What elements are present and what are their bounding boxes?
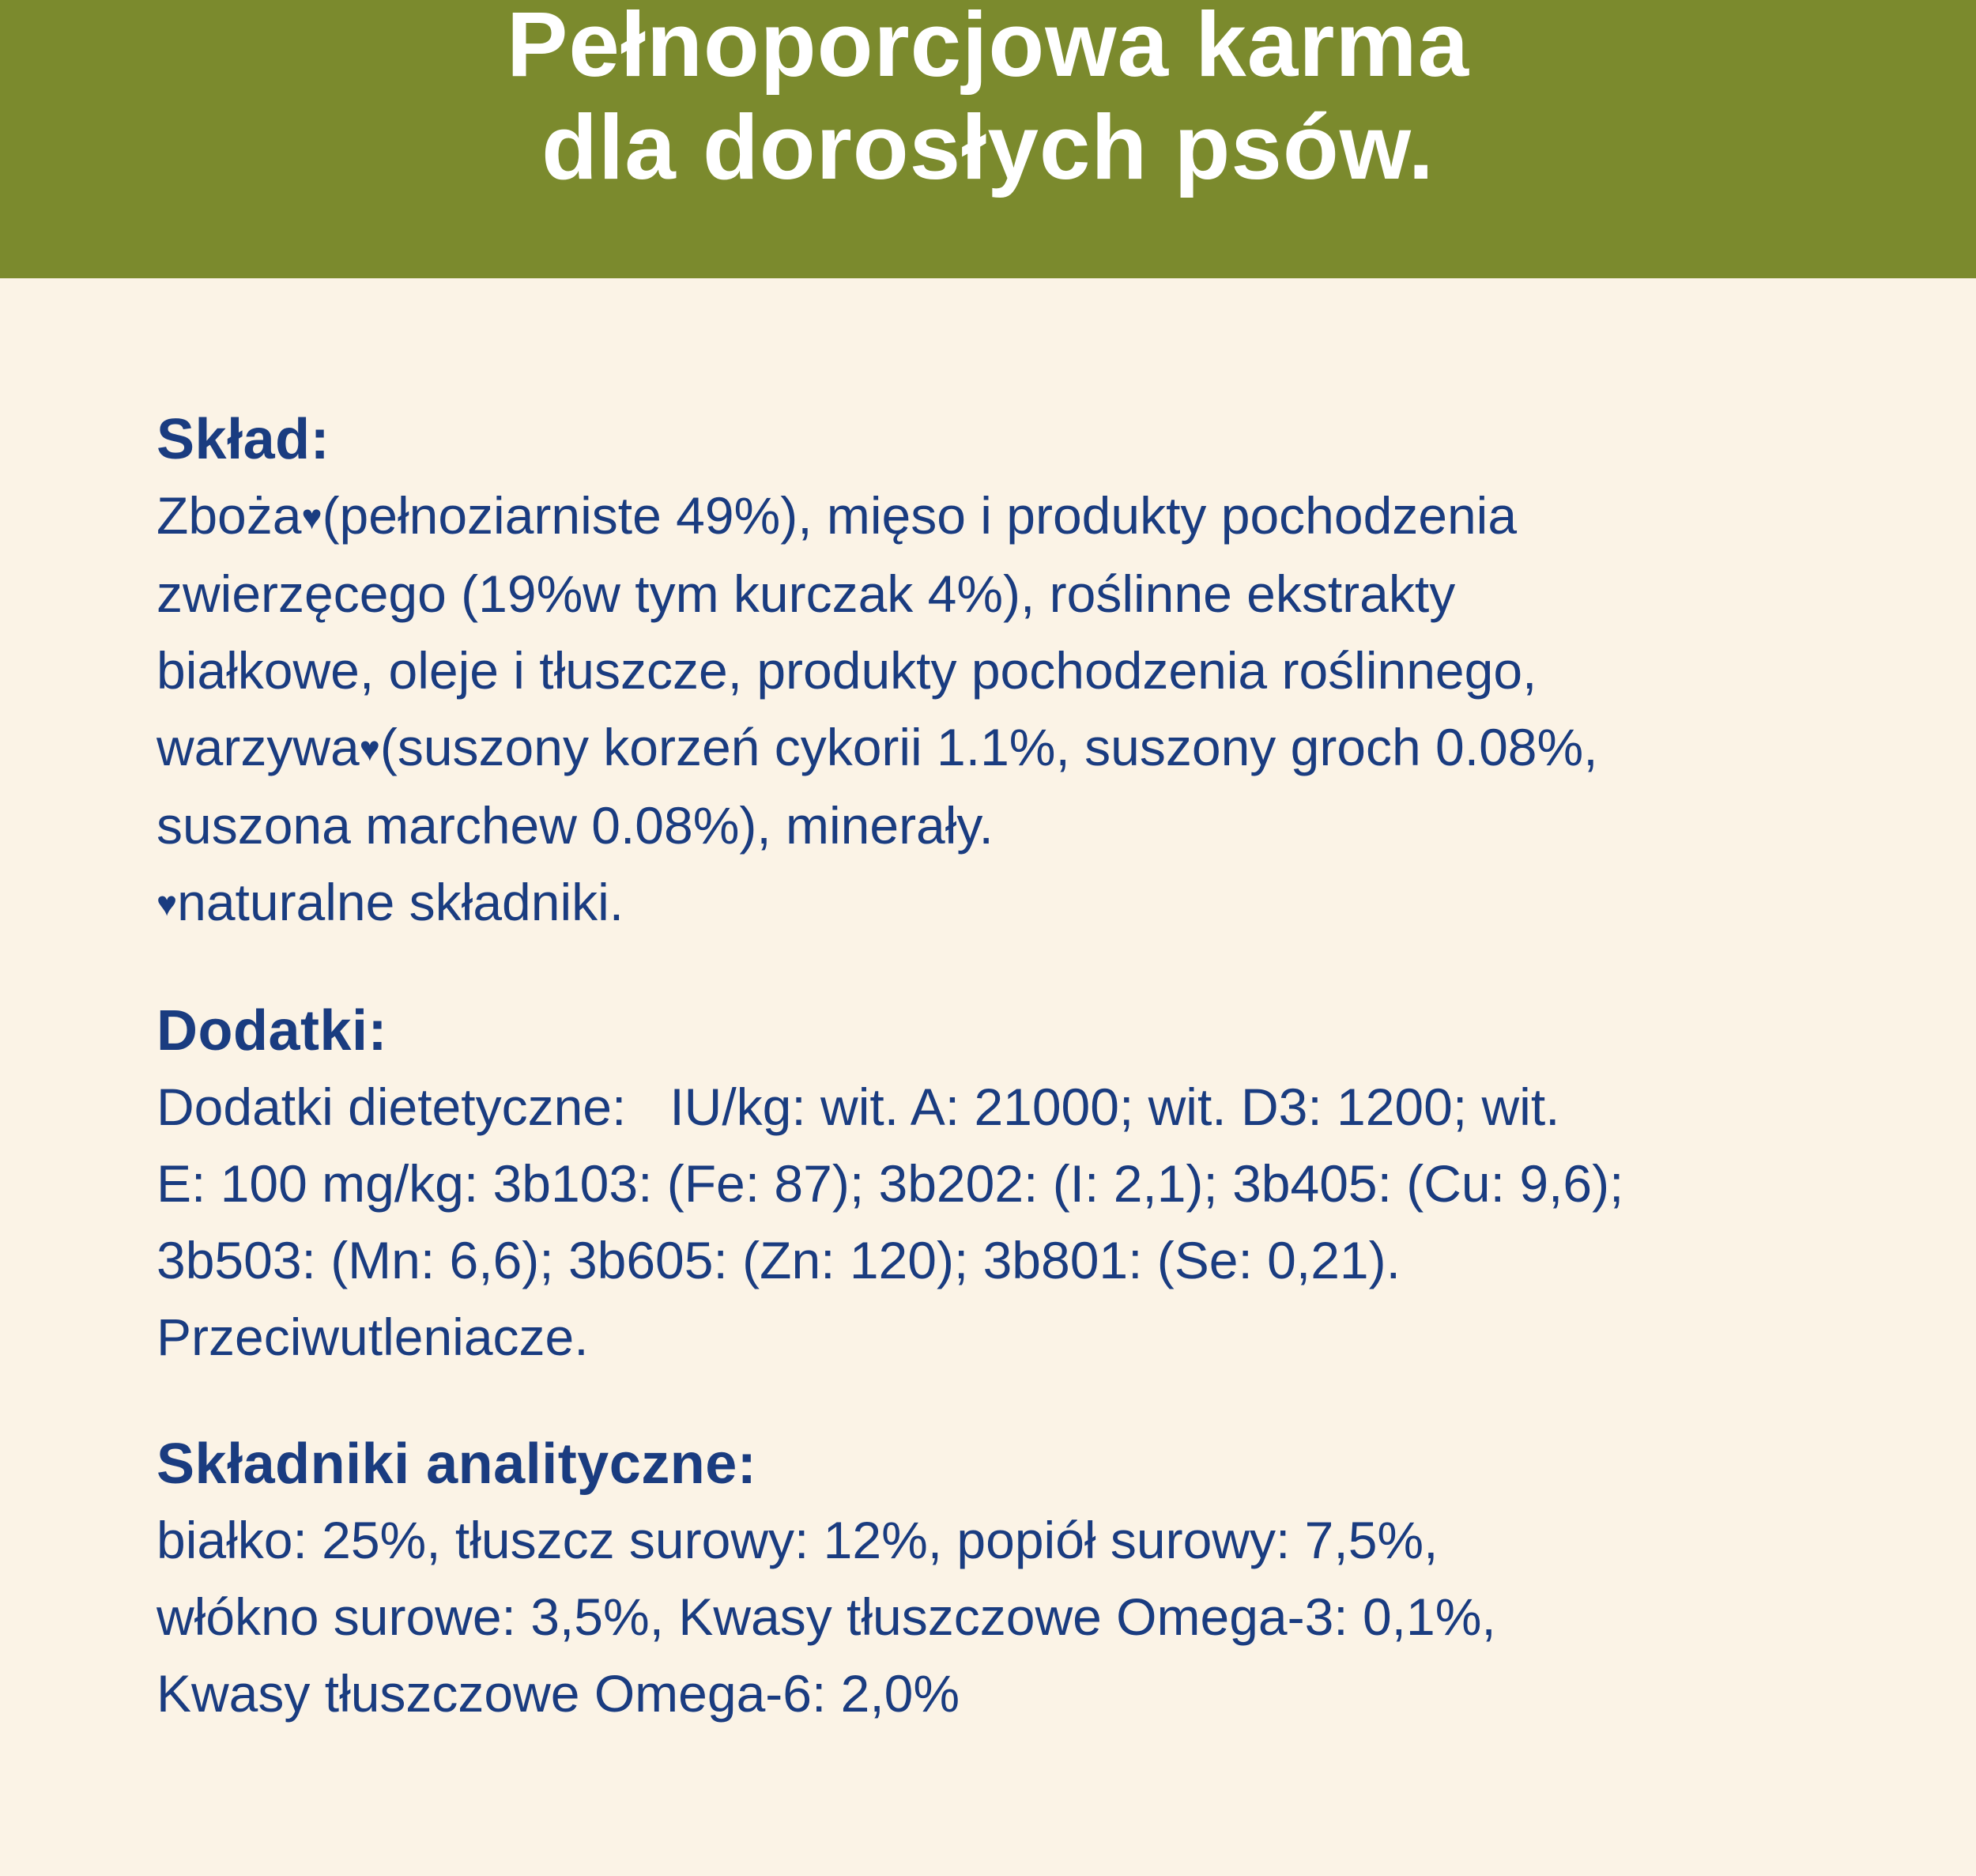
heart-icon: ♥ [359, 730, 380, 768]
sklad-heading: Skład: [156, 408, 330, 471]
section-analityczne [156, 1426, 1864, 1732]
analityczne-heading: Składniki analityczne: [156, 1432, 757, 1496]
sklad-line-4a: warzywa [156, 718, 360, 776]
section-dodatki [156, 993, 1864, 1376]
title-banner [0, 0, 1976, 278]
sklad-line-2: zwierzęcego (19%w tym kurczak 4%), roślinne ekstrakty [156, 564, 1456, 623]
sklad-line [156, 477, 1864, 556]
sklad-line-4b: (suszony korzeń cykorii 1.1%, suszony groch 0.08%, [379, 718, 1598, 776]
heart-icon: ♥ [156, 885, 178, 923]
sklad-line [156, 709, 1864, 787]
footnote-text: naturalne składniki. [177, 873, 624, 931]
label-content [156, 402, 1864, 1732]
sklad-line-1a: Zboża [156, 486, 302, 545]
title-line-2: dla dorosłych psów. [541, 96, 1435, 198]
heart-icon: ♥ [301, 498, 322, 537]
sklad-footnote [156, 864, 1864, 942]
dodatki-line-1: Dodatki dietetyczne: IU/kg: wit. A: 21000; wit. D3: 1200; wit. [156, 1078, 1560, 1136]
title-line-1: Pełnoporcjowa karma [506, 0, 1470, 96]
sklad-line-1b: (pełnoziarniste 49%), mięso i produkty pochodzenia [322, 486, 1518, 545]
dodatki-line-2: E: 100 mg/kg: 3b103: (Fe: 87); 3b202: (I: 2,1); 3b405: (Cu: 9,6); [156, 1154, 1624, 1213]
page-title [0, 0, 1976, 196]
sklad-line-5: suszona marchew 0.08%), minerały. [156, 796, 994, 855]
dodatki-heading: Dodatki: [156, 999, 387, 1063]
dodatki-line-3: 3b503: (Mn: 6,6); 3b605: (Zn: 120); 3b801: (Se: 0,21). [156, 1231, 1401, 1289]
dodatki-line-4: Przeciwutleniacze. [156, 1308, 589, 1366]
analityczne-line-1: białko: 25%, tłuszcz surowy: 12%, popiół surowy: 7,5%, [156, 1511, 1439, 1569]
analityczne-line-3: Kwasy tłuszczowe Omega-6: 2,0% [156, 1664, 960, 1723]
analityczne-line-2: włókno surowe: 3,5%, Kwasy tłuszczowe Omega-3: 0,1%, [156, 1587, 1496, 1646]
sklad-line-3: białkowe, oleje i tłuszcze, produkty pochodzenia roślinnego, [156, 641, 1537, 700]
section-sklad [156, 402, 1864, 942]
